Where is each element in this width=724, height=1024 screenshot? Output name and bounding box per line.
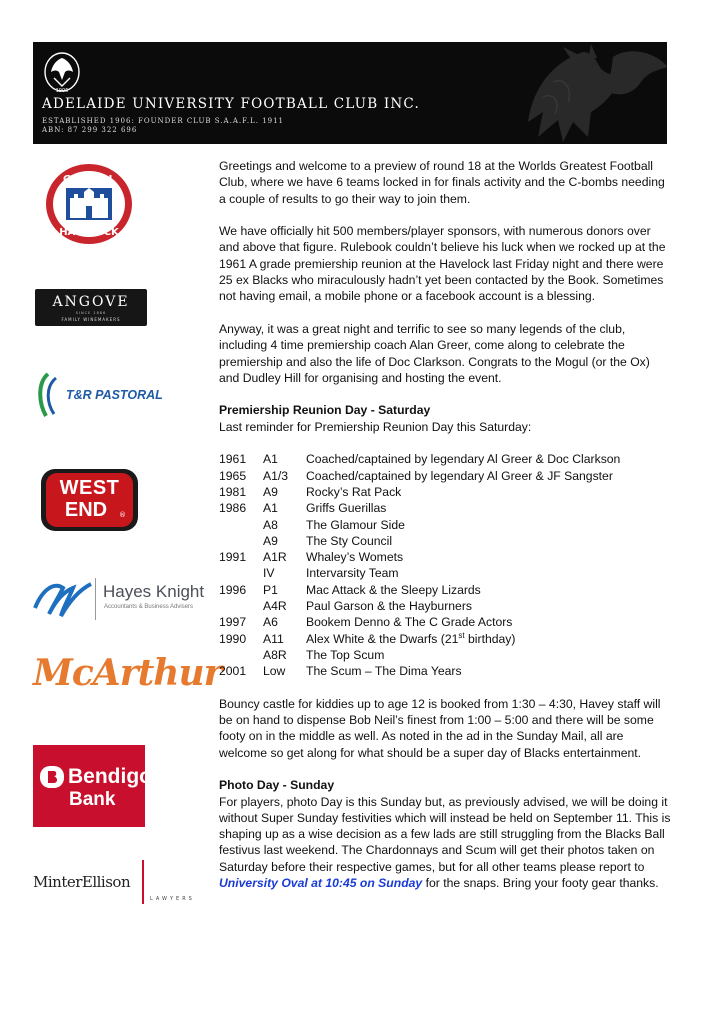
abn-line: ABN: 87 299 322 696 [42, 126, 138, 134]
mcarthur-logo [33, 652, 222, 702]
havelock-bottom-text: HAVELOCK [59, 227, 119, 238]
team-year [219, 647, 263, 663]
club-name: ADELAIDE UNIVERSITY FOOTBALL CLUB INC. [42, 96, 420, 112]
hayes-knight-name: Hayes Knight [103, 582, 205, 601]
team-row [219, 533, 671, 549]
team-grade: A8 [263, 517, 278, 532]
club-crest-icon [42, 50, 82, 94]
team-grade: A1/3 [263, 468, 289, 483]
west-end-logo [41, 469, 138, 531]
photo-day-location-time: University Oval at 10:45 on Sunday [219, 876, 423, 891]
team-description-superscript: st [458, 630, 465, 640]
team-description [306, 484, 671, 500]
mcarthur-name: McArthur [33, 652, 222, 694]
team-year [219, 533, 263, 549]
magpie-watermark-icon [513, 42, 667, 144]
team-year: 1965 [219, 468, 247, 483]
team-grade: P1 [263, 582, 278, 597]
intro-paragraph: Greetings and welcome to a preview of round 18 at the Worlds Greatest Football Club, where we have 6 teams locked in for finals activity and the C-bombs needing a couple of results to go their way to join them. [219, 159, 665, 206]
team-description-suffix: birthday) [464, 631, 516, 646]
team-description-text: Intervarsity Team [306, 566, 399, 581]
photo-day-heading: Photo Day - Sunday [219, 778, 335, 793]
reunion-intro: Last reminder for Premiership Reunion Day this Saturday: [219, 419, 532, 434]
photo-day-text-end: for the snaps. Bring your footy gear thanks. [422, 876, 659, 891]
team-grade: A9 [263, 533, 278, 548]
premiership-teams-list [219, 451, 671, 679]
team-row [219, 468, 671, 484]
reunion-heading: Premiership Reunion Day - Saturday [219, 403, 431, 418]
team-year: 1961 [219, 452, 247, 467]
team-description-text: Mac Attack & the Sleepy Lizards [306, 582, 481, 597]
west-end-line2: END [64, 499, 108, 521]
minter-ellison-name: MinterEllison [33, 873, 131, 891]
team-description-text: Rocky’s Rat Pack [306, 484, 402, 499]
tr-swoosh-icon [36, 372, 66, 420]
team-row [219, 614, 671, 630]
team-description [306, 582, 671, 598]
team-description-text: Coached/captained by legendary Al Greer & Doc Clarkson [306, 452, 621, 467]
team-row [219, 598, 671, 614]
team-grade: A4R [263, 599, 287, 614]
team-description-text: The Top Scum [306, 647, 385, 662]
header-banner [33, 42, 667, 144]
team-year: 1991 [219, 550, 247, 565]
team-grade: A8R [263, 647, 287, 662]
team-description-text: The Glamour Side [306, 517, 405, 532]
west-end-line1: WEST [59, 477, 120, 499]
team-description-text: Whaley’s Womets [306, 550, 404, 565]
hayes-knight-tagline: Accountants & Business Advisers [104, 604, 194, 610]
newsletter-body [219, 158, 671, 908]
team-year: 1990 [219, 631, 247, 646]
team-row [219, 582, 671, 598]
team-description [306, 565, 671, 581]
team-year [219, 517, 263, 533]
team-row [219, 647, 671, 663]
members-paragraph: We have officially hit 500 members/player sponsors, with numerous donors over and above that figure. Rulebook couldn’t believe his luck when we rocked up at the 1961 A grade premiership reunion at the Havelock last Friday night and there were 25 ex Blacks who miraculously hadn’t yet been contacted by the Book. Sometimes not having email, a mobile phone or a facebook account is a blessing. [219, 224, 666, 304]
team-description [306, 663, 671, 679]
team-year [219, 565, 263, 581]
team-description-text: Alex White & the Dwarfs (21 [306, 631, 459, 646]
team-description [306, 598, 671, 614]
team-description [306, 451, 671, 467]
team-description-text: Coached/captained by legendary Al Greer & JF Sangster [306, 468, 613, 483]
team-description-text: The Scum – The Dima Years [306, 664, 462, 679]
team-description [306, 614, 671, 630]
team-grade: A1 [263, 452, 278, 467]
bendigo-line1: Bendigo [68, 765, 152, 788]
bendigo-b-icon [40, 766, 64, 788]
tr-pastoral-logo [36, 372, 163, 420]
team-grade: A1 [263, 501, 278, 516]
havelock-top-text: GENERAL [62, 174, 116, 185]
photo-day-text-start: For players, photo Day is this Sunday but, as previously advised, we will be doing it without Super Sunday festivities which will instead be held on September 11. This is shaping up as a wise decision as a few lads are still struggling from the Blacks Ball festivus last weekend. The Chardonnays and Scum will get their photos taken on Saturday before their respective games, but for all other teams please report to [219, 794, 671, 874]
team-grade: A11 [263, 631, 284, 646]
minter-ellison-logo [33, 860, 203, 906]
team-description [306, 517, 671, 533]
bendigo-line2: Bank [69, 789, 116, 810]
team-year: 1996 [219, 582, 247, 597]
team-description [306, 500, 671, 516]
minter-ellison-divider [142, 860, 144, 904]
minter-ellison-tagline: LAWYERS [150, 896, 195, 902]
team-description [306, 549, 671, 565]
team-grade: A9 [263, 484, 278, 499]
team-row [219, 631, 671, 647]
team-row [219, 663, 671, 679]
bouncy-castle-paragraph: Bouncy castle for kiddies up to age 12 is booked from 1:30 – 4:30, Havey staff will be on hand to dispense Bob Neil’s finest from 1:00 – 5:00 and there will be some footy on in the middle as well. As noted in the ad in the Sunday Mail, all are welcome so get along for what should be a super day of Blacks entertainment. [219, 696, 661, 760]
angove-name: ANGOVE [52, 294, 130, 310]
team-year [219, 598, 263, 614]
crest-year: 1906 [55, 88, 69, 94]
team-year: 1997 [219, 615, 247, 630]
team-description [306, 647, 671, 663]
team-row [219, 500, 671, 516]
team-grade: A1R [263, 550, 287, 565]
established-line: ESTABLISHED 1906: FOUNDER CLUB S.A.A.F.L. 1911 [42, 117, 285, 125]
team-description-text: The Sty Council [306, 533, 393, 548]
team-description [306, 468, 671, 484]
team-year: 1986 [219, 501, 247, 516]
general-havelock-logo [44, 162, 134, 246]
team-description-text: Griffs Guerillas [306, 501, 387, 516]
west-end-registered: ® [119, 511, 126, 519]
team-grade: IV [263, 566, 275, 581]
team-grade: Low [263, 664, 286, 679]
angove-tagline: FAMILY WINEMAKERS [61, 317, 121, 322]
reunion-night-paragraph: Anyway, it was a great night and terrific to see so many legends of the club, including 4 time premiership coach Alan Greer, come along to celebrate the premiership and also the life of Doc Clarkson. Congrats to the Mogul (or the Ox) and Dudley Hill for organising and hosting the event. [219, 321, 650, 385]
team-year: 1981 [219, 484, 247, 499]
hayes-knight-divider [95, 578, 96, 620]
bendigo-bank-logo [33, 745, 152, 827]
team-row [219, 517, 671, 533]
hayes-knight-logo [33, 576, 205, 622]
team-row [219, 451, 671, 467]
team-description [306, 631, 671, 647]
tr-pastoral-name: T&R PASTORAL [66, 388, 163, 402]
team-description-text: Paul Garson & the Hayburners [306, 599, 472, 614]
team-description [306, 533, 671, 549]
team-row [219, 565, 671, 581]
team-row [219, 484, 671, 500]
angove-logo [35, 289, 147, 326]
photo-day-paragraph [219, 794, 671, 892]
team-row [219, 549, 671, 565]
angove-since: SINCE 1886 [75, 311, 107, 315]
team-grade: A6 [263, 615, 278, 630]
team-description-text: Bookem Denno & The C Grade Actors [306, 615, 513, 630]
hayes-knight-swoosh-icon [33, 578, 93, 618]
team-year: 2001 [219, 664, 247, 679]
